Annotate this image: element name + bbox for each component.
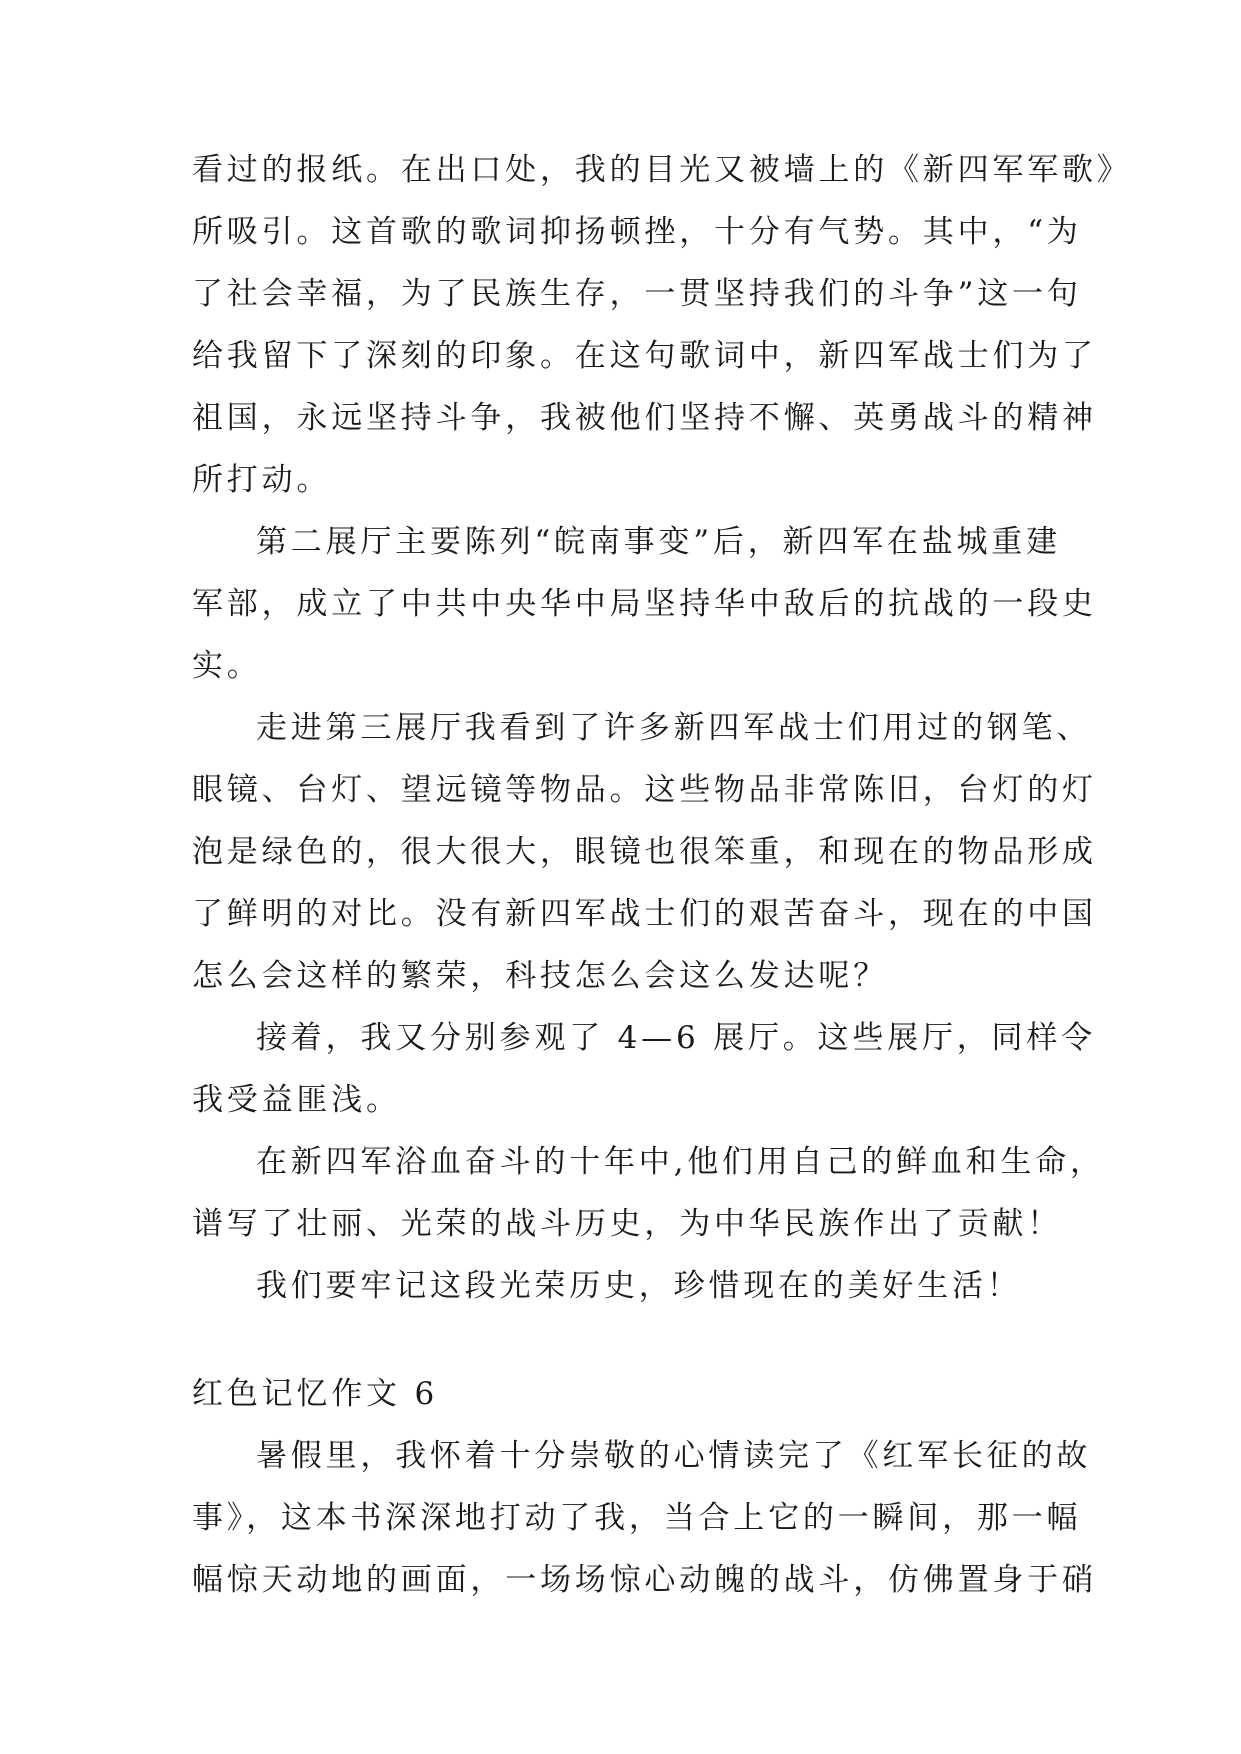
text-line: 军部，成立了中共中央华中局坚持华中敌后的抗战的一段史 <box>192 586 1097 622</box>
text-line: 眼镜、台灯、望远镜等物品。这些物品非常陈旧，台灯的灯 <box>192 772 1097 808</box>
text-line: 我们要牢记这段光荣历史，珍惜现在的美好生活！ <box>256 1268 1022 1304</box>
text-line: 暑假里，我怀着十分崇敬的心情读完了《红军长征的故 <box>256 1438 1092 1474</box>
text-line: 所打动。 <box>192 462 332 498</box>
text-line: 了鲜明的对比。没有新四军战士们的艰苦奋斗，现在的中国 <box>192 896 1097 932</box>
section-heading: 红色记忆作文 6 <box>192 1376 438 1412</box>
text-line: 走进第三展厅我看到了许多新四军战士们用过的钢笔、 <box>256 710 1092 746</box>
text-line: 第二展厅主要陈列“皖南事变”后，新四军在盐城重建 <box>256 524 1061 560</box>
text-line: 给我留下了深刻的印象。在这句歌词中，新四军战士们为了 <box>192 338 1097 374</box>
text-line: 谱写了壮丽、光荣的战斗历史，为中华民族作出了贡献！ <box>192 1206 1062 1242</box>
text-line: 幅惊天动地的画面，一场场惊心动魄的战斗，仿佛置身于硝 <box>192 1562 1097 1598</box>
text-line: 看过的报纸。在出口处，我的目光又被墙上的《新四军军歌》 <box>192 152 1132 188</box>
text-line: 事》，这本书深深地打动了我，当合上它的一瞬间，那一幅 <box>192 1500 1082 1536</box>
text-line: 祖国，永远坚持斗争，我被他们坚持不懈、英勇战斗的精神 <box>192 400 1097 436</box>
text-line: 在新四军浴血奋斗的十年中,他们用自己的鲜血和生命， <box>256 1144 1105 1180</box>
text-line: 我受益匪浅。 <box>192 1082 401 1118</box>
text-line: 泡是绿色的，很大很大，眼镜也很笨重，和现在的物品形成 <box>192 834 1097 870</box>
text-line: 实。 <box>192 648 262 684</box>
text-line: 接着，我又分别参观了 4—6 展厅。这些展厅，同样令 <box>256 1020 1096 1056</box>
text-line: 所吸引。这首歌的歌词抑扬顿挫，十分有气势。其中，“为 <box>192 214 1082 250</box>
text-line: 了社会幸福，为了民族生存，一贯坚持我们的斗争”这一句 <box>192 276 1082 312</box>
text-line: 怎么会这样的繁荣，科技怎么会这么发达呢？ <box>192 958 888 994</box>
